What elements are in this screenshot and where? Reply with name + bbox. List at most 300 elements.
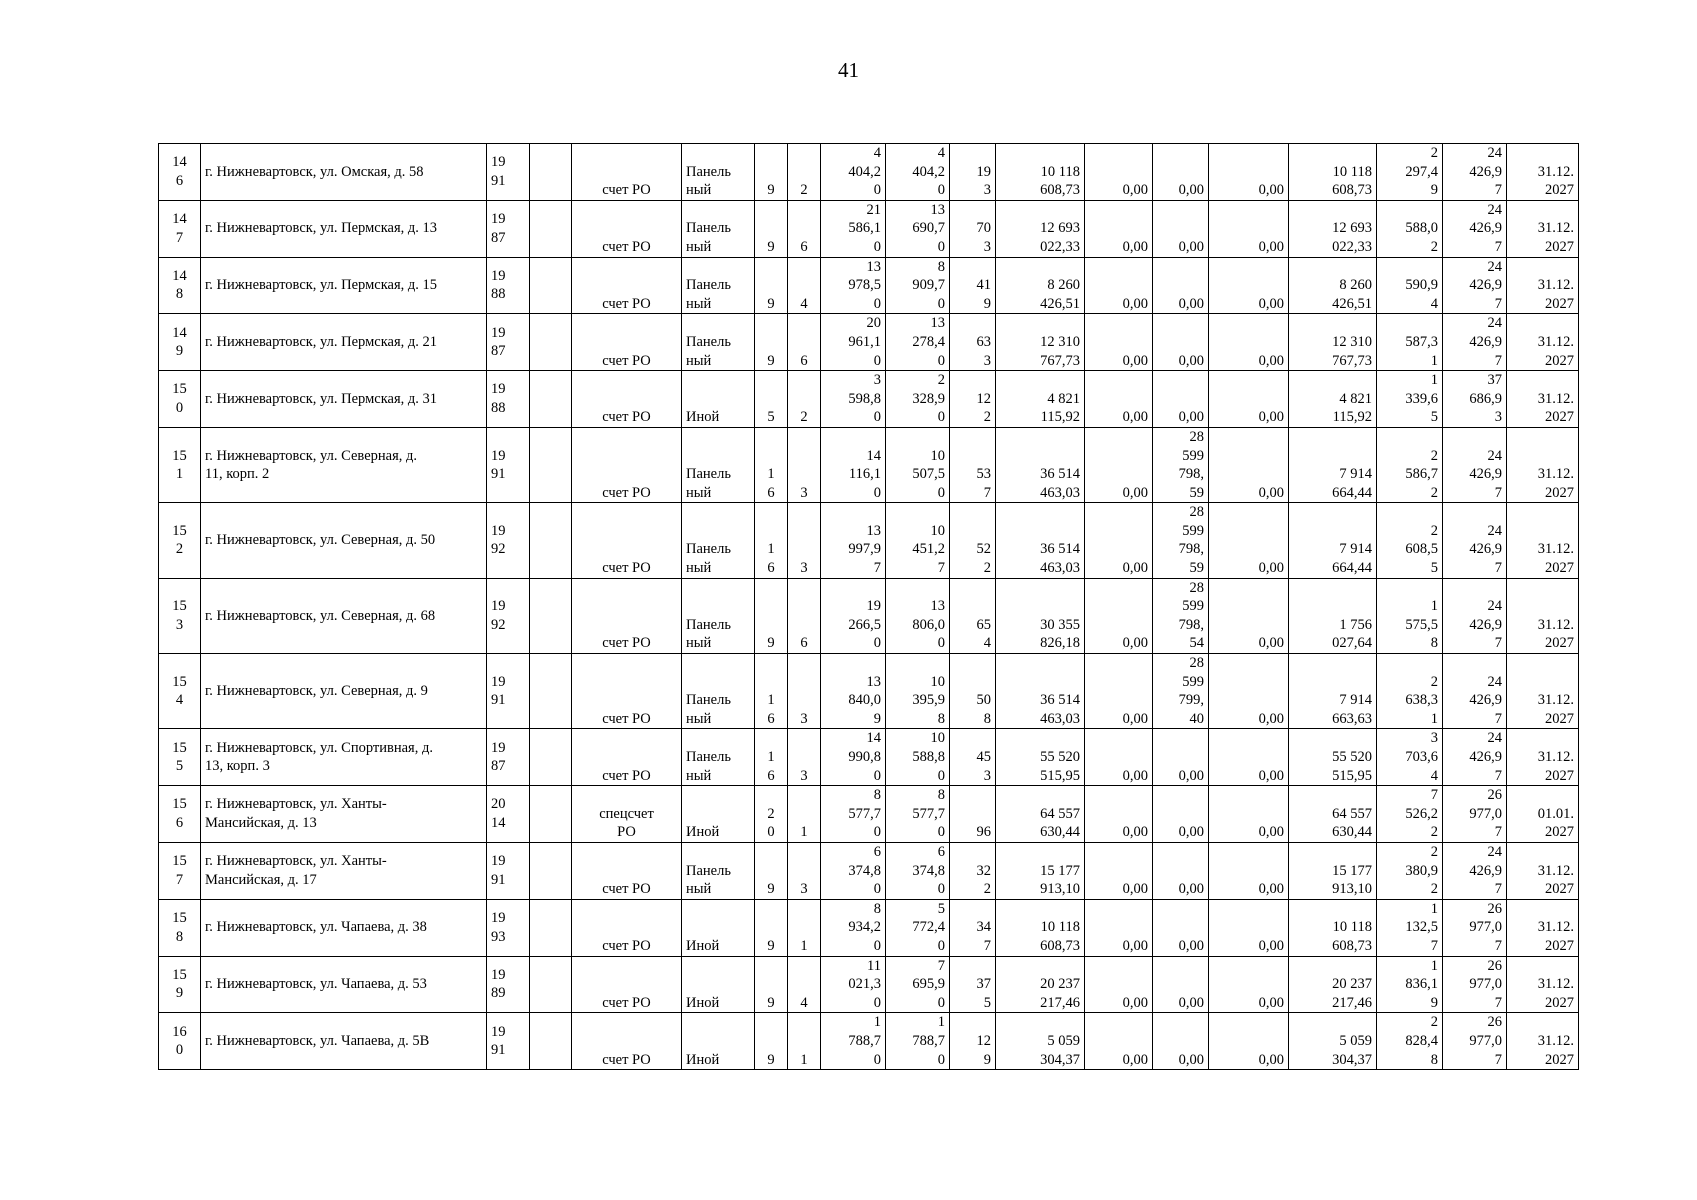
cell-year-built: 19 87 <box>487 729 530 786</box>
cell-max-unit-cost: 26 977,0 7 <box>1443 1013 1507 1070</box>
cell-cost-col-13: 0,00 <box>1085 578 1153 653</box>
cell-max-unit-cost: 24 426,9 7 <box>1443 200 1507 257</box>
cell-cost-col-15: 0,00 <box>1209 257 1289 314</box>
cell-max-unit-cost: 26 977,0 7 <box>1443 899 1507 956</box>
cell-row-number: 14 7 <box>159 200 201 257</box>
cell-residential-area: 6 374,8 0 <box>886 842 950 899</box>
cell-planned-completion-date: 31.12. 2027 <box>1507 503 1579 578</box>
cell-wall-material: Панель ный <box>682 503 755 578</box>
cell-cost-col-14: 28 599 798, 59 <box>1153 503 1209 578</box>
cell-total-cost: 20 237 217,46 <box>996 956 1085 1013</box>
table-row <box>159 729 1579 786</box>
cell-planned-completion-date: 31.12. 2027 <box>1507 842 1579 899</box>
cell-entrances: 4 <box>788 956 821 1013</box>
cell-address: г. Нижневартовск, ул. Северная, д. 9 <box>201 654 487 729</box>
cell-fund-account-type: счет РО <box>572 371 682 428</box>
cell-address: г. Нижневартовск, ул. Пермская, д. 21 <box>201 314 487 371</box>
cell-residential-area: 5 772,4 0 <box>886 899 950 956</box>
cell-total-cost: 55 520 515,95 <box>996 729 1085 786</box>
cell-wall-material: Панель ный <box>682 654 755 729</box>
cell-cost-col-15: 0,00 <box>1209 786 1289 843</box>
cell-residents: 41 9 <box>950 257 996 314</box>
cell-max-unit-cost: 24 426,9 7 <box>1443 503 1507 578</box>
cell-cost-col-16: 7 914 664,44 <box>1289 427 1377 502</box>
cell-fund-account-type: счет РО <box>572 257 682 314</box>
cell-max-unit-cost: 24 426,9 7 <box>1443 654 1507 729</box>
cell-floors: 9 <box>755 257 788 314</box>
cell-max-unit-cost: 26 977,0 7 <box>1443 956 1507 1013</box>
cell-max-unit-cost: 26 977,0 7 <box>1443 786 1507 843</box>
cell-empty-col <box>530 503 572 578</box>
cell-row-number: 15 3 <box>159 578 201 653</box>
cell-total-area: 21 586,1 0 <box>821 200 886 257</box>
cell-fund-account-type: счет РО <box>572 956 682 1013</box>
cell-year-built: 19 87 <box>487 314 530 371</box>
cell-row-number: 15 7 <box>159 842 201 899</box>
cell-entrances: 6 <box>788 200 821 257</box>
cell-cost-col-14: 0,00 <box>1153 1013 1209 1070</box>
cell-fund-account-type: счет РО <box>572 144 682 201</box>
cell-floors: 2 0 <box>755 786 788 843</box>
cell-cost-col-16: 5 059 304,37 <box>1289 1013 1377 1070</box>
cell-entrances: 3 <box>788 842 821 899</box>
cell-planned-completion-date: 31.12. 2027 <box>1507 899 1579 956</box>
cell-empty-col <box>530 257 572 314</box>
cell-cost-col-13: 0,00 <box>1085 200 1153 257</box>
cell-residents: 12 9 <box>950 1013 996 1070</box>
cell-residential-area: 1 788,7 0 <box>886 1013 950 1070</box>
cell-address: г. Нижневартовск, ул. Ханты- Мансийская, д. 17 <box>201 842 487 899</box>
cell-fund-account-type: счет РО <box>572 842 682 899</box>
cell-cost-col-14: 0,00 <box>1153 786 1209 843</box>
cell-wall-material: Иной <box>682 786 755 843</box>
cell-planned-completion-date: 31.12. 2027 <box>1507 654 1579 729</box>
cell-cost-col-16: 7 914 664,44 <box>1289 503 1377 578</box>
cell-cost-col-15: 0,00 <box>1209 578 1289 653</box>
cell-unit-cost: 2 828,4 8 <box>1377 1013 1443 1070</box>
cell-cost-col-16: 10 118 608,73 <box>1289 144 1377 201</box>
cell-max-unit-cost: 24 426,9 7 <box>1443 144 1507 201</box>
cell-cost-col-13: 0,00 <box>1085 1013 1153 1070</box>
cell-unit-cost: 590,9 4 <box>1377 257 1443 314</box>
cell-row-number: 15 8 <box>159 899 201 956</box>
table-row <box>159 786 1579 843</box>
cell-empty-col <box>530 427 572 502</box>
cell-residents: 12 2 <box>950 371 996 428</box>
cell-max-unit-cost: 24 426,9 7 <box>1443 842 1507 899</box>
cell-year-built: 19 91 <box>487 842 530 899</box>
cell-cost-col-16: 10 118 608,73 <box>1289 899 1377 956</box>
cell-cost-col-13: 0,00 <box>1085 427 1153 502</box>
cell-address: г. Нижневартовск, ул. Пермская, д. 13 <box>201 200 487 257</box>
cell-cost-col-16: 12 310 767,73 <box>1289 314 1377 371</box>
cell-cost-col-16: 7 914 663,63 <box>1289 654 1377 729</box>
cell-total-area: 19 266,5 0 <box>821 578 886 653</box>
cell-residents: 32 2 <box>950 842 996 899</box>
cell-total-cost: 12 693 022,33 <box>996 200 1085 257</box>
cell-row-number: 14 9 <box>159 314 201 371</box>
cell-total-area: 3 598,8 0 <box>821 371 886 428</box>
cell-planned-completion-date: 31.12. 2027 <box>1507 578 1579 653</box>
cell-unit-cost: 2 380,9 2 <box>1377 842 1443 899</box>
cell-residents: 63 3 <box>950 314 996 371</box>
cell-year-built: 19 91 <box>487 1013 530 1070</box>
cell-cost-col-16: 1 756 027,64 <box>1289 578 1377 653</box>
cell-planned-completion-date: 31.12. 2027 <box>1507 427 1579 502</box>
cell-row-number: 16 0 <box>159 1013 201 1070</box>
cell-residential-area: 13 806,0 0 <box>886 578 950 653</box>
cell-row-number: 15 1 <box>159 427 201 502</box>
cell-floors: 9 <box>755 1013 788 1070</box>
cell-cost-col-14: 0,00 <box>1153 371 1209 428</box>
cell-total-area: 4 404,2 0 <box>821 144 886 201</box>
cell-cost-col-15: 0,00 <box>1209 144 1289 201</box>
cell-residents: 34 7 <box>950 899 996 956</box>
cell-residential-area: 8 909,7 0 <box>886 257 950 314</box>
cell-wall-material: Иной <box>682 1013 755 1070</box>
cell-cost-col-15: 0,00 <box>1209 200 1289 257</box>
cell-total-cost: 10 118 608,73 <box>996 899 1085 956</box>
cell-planned-completion-date: 31.12. 2027 <box>1507 1013 1579 1070</box>
table-row <box>159 842 1579 899</box>
cell-fund-account-type: счет РО <box>572 1013 682 1070</box>
cell-address: г. Нижневартовск, ул. Чапаева, д. 38 <box>201 899 487 956</box>
cell-wall-material: Иной <box>682 371 755 428</box>
cell-year-built: 19 89 <box>487 956 530 1013</box>
cell-max-unit-cost: 24 426,9 7 <box>1443 257 1507 314</box>
cell-year-built: 19 88 <box>487 257 530 314</box>
cell-cost-col-13: 0,00 <box>1085 503 1153 578</box>
table-row <box>159 956 1579 1013</box>
cell-empty-col <box>530 578 572 653</box>
cell-fund-account-type: счет РО <box>572 654 682 729</box>
cell-total-area: 13 997,9 7 <box>821 503 886 578</box>
cell-unit-cost: 587,3 1 <box>1377 314 1443 371</box>
cell-total-area: 20 961,1 0 <box>821 314 886 371</box>
cell-total-area: 1 788,7 0 <box>821 1013 886 1070</box>
cell-fund-account-type: счет РО <box>572 503 682 578</box>
cell-max-unit-cost: 24 426,9 7 <box>1443 578 1507 653</box>
cell-address: г. Нижневартовск, ул. Ханты- Мансийская, д. 13 <box>201 786 487 843</box>
cell-address: г. Нижневартовск, ул. Спортивная, д. 13, корп. 3 <box>201 729 487 786</box>
cell-cost-col-16: 15 177 913,10 <box>1289 842 1377 899</box>
cell-year-built: 19 91 <box>487 654 530 729</box>
cell-cost-col-16: 64 557 630,44 <box>1289 786 1377 843</box>
cell-residents: 19 3 <box>950 144 996 201</box>
page-number: 41 <box>838 58 859 82</box>
cell-max-unit-cost: 24 426,9 7 <box>1443 427 1507 502</box>
cell-address: г. Нижневартовск, ул. Северная, д. 11, корп. 2 <box>201 427 487 502</box>
cell-total-area: 6 374,8 0 <box>821 842 886 899</box>
cell-empty-col <box>530 786 572 843</box>
cell-residents: 45 3 <box>950 729 996 786</box>
cell-total-area: 14 990,8 0 <box>821 729 886 786</box>
cell-total-cost: 36 514 463,03 <box>996 654 1085 729</box>
cell-cost-col-15: 0,00 <box>1209 654 1289 729</box>
cell-floors: 9 <box>755 899 788 956</box>
cell-entrances: 3 <box>788 654 821 729</box>
cell-cost-col-14: 0,00 <box>1153 314 1209 371</box>
cell-unit-cost: 7 526,2 2 <box>1377 786 1443 843</box>
cell-cost-col-16: 4 821 115,92 <box>1289 371 1377 428</box>
table-row <box>159 503 1579 578</box>
cell-floors: 9 <box>755 314 788 371</box>
cell-unit-cost: 1 132,5 7 <box>1377 899 1443 956</box>
cell-fund-account-type: счет РО <box>572 729 682 786</box>
table-row <box>159 314 1579 371</box>
cell-residential-area: 13 278,4 0 <box>886 314 950 371</box>
cell-year-built: 19 92 <box>487 578 530 653</box>
table-row <box>159 371 1579 428</box>
cell-cost-col-13: 0,00 <box>1085 371 1153 428</box>
cell-address: г. Нижневартовск, ул. Чапаева, д. 53 <box>201 956 487 1013</box>
cell-empty-col <box>530 956 572 1013</box>
cell-unit-cost: 1 575,5 8 <box>1377 578 1443 653</box>
cell-planned-completion-date: 31.12. 2027 <box>1507 956 1579 1013</box>
cell-cost-col-14: 28 599 798, 54 <box>1153 578 1209 653</box>
cell-residential-area: 13 690,7 0 <box>886 200 950 257</box>
cell-residents: 70 3 <box>950 200 996 257</box>
cell-total-cost: 5 059 304,37 <box>996 1013 1085 1070</box>
cell-cost-col-14: 28 599 799, 40 <box>1153 654 1209 729</box>
cell-planned-completion-date: 31.12. 2027 <box>1507 257 1579 314</box>
cell-year-built: 19 87 <box>487 200 530 257</box>
cell-cost-col-14: 0,00 <box>1153 899 1209 956</box>
cell-cost-col-16: 55 520 515,95 <box>1289 729 1377 786</box>
cell-floors: 1 6 <box>755 654 788 729</box>
cell-address: г. Нижневартовск, ул. Северная, д. 50 <box>201 503 487 578</box>
cell-fund-account-type: счет РО <box>572 899 682 956</box>
cell-cost-col-15: 0,00 <box>1209 956 1289 1013</box>
cell-cost-col-14: 0,00 <box>1153 956 1209 1013</box>
cell-empty-col <box>530 899 572 956</box>
cell-floors: 9 <box>755 842 788 899</box>
cell-unit-cost: 2 297,4 9 <box>1377 144 1443 201</box>
cell-wall-material: Панель ный <box>682 578 755 653</box>
table-row <box>159 200 1579 257</box>
cell-total-area: 13 978,5 0 <box>821 257 886 314</box>
cell-wall-material: Панель ный <box>682 257 755 314</box>
cell-residential-area: 2 328,9 0 <box>886 371 950 428</box>
cell-cost-col-14: 28 599 798, 59 <box>1153 427 1209 502</box>
cell-floors: 9 <box>755 578 788 653</box>
cell-entrances: 4 <box>788 257 821 314</box>
cell-total-area: 13 840,0 9 <box>821 654 886 729</box>
cell-cost-col-15: 0,00 <box>1209 899 1289 956</box>
cell-residential-area: 10 395,9 8 <box>886 654 950 729</box>
cell-fund-account-type: счет РО <box>572 200 682 257</box>
cell-empty-col <box>530 842 572 899</box>
cell-address: г. Нижневартовск, ул. Чапаева, д. 5В <box>201 1013 487 1070</box>
cell-total-area: 8 934,2 0 <box>821 899 886 956</box>
cell-total-cost: 64 557 630,44 <box>996 786 1085 843</box>
cell-total-cost: 8 260 426,51 <box>996 257 1085 314</box>
cell-entrances: 6 <box>788 314 821 371</box>
cell-row-number: 15 0 <box>159 371 201 428</box>
cell-cost-col-16: 12 693 022,33 <box>1289 200 1377 257</box>
cell-planned-completion-date: 31.12. 2027 <box>1507 144 1579 201</box>
cell-address: г. Нижневартовск, ул. Омская, д. 58 <box>201 144 487 201</box>
cell-residents: 52 2 <box>950 503 996 578</box>
cell-total-cost: 30 355 826,18 <box>996 578 1085 653</box>
cell-fund-account-type: спецсчет РО <box>572 786 682 843</box>
cell-total-cost: 15 177 913,10 <box>996 842 1085 899</box>
cell-entrances: 3 <box>788 503 821 578</box>
cell-cost-col-13: 0,00 <box>1085 899 1153 956</box>
cell-entrances: 2 <box>788 371 821 428</box>
table-row <box>159 578 1579 653</box>
cell-total-area: 11 021,3 0 <box>821 956 886 1013</box>
cell-unit-cost: 588,0 2 <box>1377 200 1443 257</box>
cell-empty-col <box>530 314 572 371</box>
table-row <box>159 654 1579 729</box>
table-row <box>159 899 1579 956</box>
cell-row-number: 14 8 <box>159 257 201 314</box>
cell-floors: 9 <box>755 956 788 1013</box>
cell-address: г. Нижневартовск, ул. Пермская, д. 15 <box>201 257 487 314</box>
cell-entrances: 1 <box>788 786 821 843</box>
cell-total-cost: 4 821 115,92 <box>996 371 1085 428</box>
cell-year-built: 20 14 <box>487 786 530 843</box>
cell-empty-col <box>530 144 572 201</box>
cell-cost-col-13: 0,00 <box>1085 314 1153 371</box>
cell-cost-col-13: 0,00 <box>1085 654 1153 729</box>
cell-total-cost: 36 514 463,03 <box>996 503 1085 578</box>
cell-entrances: 3 <box>788 729 821 786</box>
cell-empty-col <box>530 1013 572 1070</box>
cell-row-number: 14 6 <box>159 144 201 201</box>
cell-empty-col <box>530 729 572 786</box>
cell-cost-col-14: 0,00 <box>1153 144 1209 201</box>
cell-entrances: 2 <box>788 144 821 201</box>
cell-row-number: 15 9 <box>159 956 201 1013</box>
cell-wall-material: Панель ный <box>682 729 755 786</box>
cell-unit-cost: 1 836,1 9 <box>1377 956 1443 1013</box>
cell-cost-col-13: 0,00 <box>1085 257 1153 314</box>
cell-cost-col-14: 0,00 <box>1153 257 1209 314</box>
cell-floors: 9 <box>755 200 788 257</box>
cell-entrances: 1 <box>788 899 821 956</box>
cell-year-built: 19 92 <box>487 503 530 578</box>
cell-planned-completion-date: 31.12. 2027 <box>1507 314 1579 371</box>
cell-cost-col-14: 0,00 <box>1153 842 1209 899</box>
cell-empty-col <box>530 371 572 428</box>
cell-unit-cost: 1 339,6 5 <box>1377 371 1443 428</box>
cell-row-number: 15 4 <box>159 654 201 729</box>
cell-row-number: 15 2 <box>159 503 201 578</box>
cell-wall-material: Иной <box>682 899 755 956</box>
cell-residential-area: 4 404,2 0 <box>886 144 950 201</box>
cell-planned-completion-date: 31.12. 2027 <box>1507 200 1579 257</box>
cell-cost-col-13: 0,00 <box>1085 729 1153 786</box>
cell-entrances: 3 <box>788 427 821 502</box>
cell-fund-account-type: счет РО <box>572 427 682 502</box>
cell-empty-col <box>530 654 572 729</box>
cell-total-cost: 36 514 463,03 <box>996 427 1085 502</box>
registry-body <box>159 144 1579 1070</box>
cell-unit-cost: 3 703,6 4 <box>1377 729 1443 786</box>
cell-cost-col-13: 0,00 <box>1085 842 1153 899</box>
cell-residents: 53 7 <box>950 427 996 502</box>
cell-cost-col-15: 0,00 <box>1209 314 1289 371</box>
cell-cost-col-13: 0,00 <box>1085 956 1153 1013</box>
cell-year-built: 19 91 <box>487 427 530 502</box>
cell-entrances: 6 <box>788 578 821 653</box>
cell-cost-col-14: 0,00 <box>1153 729 1209 786</box>
cell-unit-cost: 2 608,5 5 <box>1377 503 1443 578</box>
cell-max-unit-cost: 37 686,9 3 <box>1443 371 1507 428</box>
cell-cost-col-15: 0,00 <box>1209 503 1289 578</box>
cell-residential-area: 10 507,5 0 <box>886 427 950 502</box>
cell-total-cost: 12 310 767,73 <box>996 314 1085 371</box>
cell-planned-completion-date: 31.12. 2027 <box>1507 371 1579 428</box>
cell-entrances: 1 <box>788 1013 821 1070</box>
cell-residential-area: 7 695,9 0 <box>886 956 950 1013</box>
cell-planned-completion-date: 01.01. 2027 <box>1507 786 1579 843</box>
cell-wall-material: Иной <box>682 956 755 1013</box>
cell-year-built: 19 93 <box>487 899 530 956</box>
table-row <box>159 1013 1579 1070</box>
cell-address: г. Нижневартовск, ул. Пермская, д. 31 <box>201 371 487 428</box>
cell-max-unit-cost: 24 426,9 7 <box>1443 729 1507 786</box>
cell-wall-material: Панель ный <box>682 314 755 371</box>
cell-unit-cost: 2 638,3 1 <box>1377 654 1443 729</box>
cell-residents: 65 4 <box>950 578 996 653</box>
cell-floors: 5 <box>755 371 788 428</box>
cell-floors: 9 <box>755 144 788 201</box>
cell-residential-area: 10 588,8 0 <box>886 729 950 786</box>
cell-floors: 1 6 <box>755 729 788 786</box>
cell-floors: 1 6 <box>755 503 788 578</box>
cell-residential-area: 8 577,7 0 <box>886 786 950 843</box>
cell-cost-col-15: 0,00 <box>1209 427 1289 502</box>
cell-residential-area: 10 451,2 7 <box>886 503 950 578</box>
cell-wall-material: Панель ный <box>682 427 755 502</box>
cell-cost-col-16: 8 260 426,51 <box>1289 257 1377 314</box>
cell-total-cost: 10 118 608,73 <box>996 144 1085 201</box>
cell-cost-col-15: 0,00 <box>1209 729 1289 786</box>
cell-fund-account-type: счет РО <box>572 578 682 653</box>
cell-max-unit-cost: 24 426,9 7 <box>1443 314 1507 371</box>
cell-floors: 1 6 <box>755 427 788 502</box>
cell-cost-col-13: 0,00 <box>1085 786 1153 843</box>
cell-total-area: 8 577,7 0 <box>821 786 886 843</box>
cell-row-number: 15 5 <box>159 729 201 786</box>
cell-year-built: 19 88 <box>487 371 530 428</box>
table-row <box>159 257 1579 314</box>
table-row <box>159 427 1579 502</box>
cell-residents: 96 <box>950 786 996 843</box>
cell-wall-material: Панель ный <box>682 842 755 899</box>
cell-cost-col-13: 0,00 <box>1085 144 1153 201</box>
cell-cost-col-15: 0,00 <box>1209 1013 1289 1070</box>
cell-empty-col <box>530 200 572 257</box>
cell-fund-account-type: счет РО <box>572 314 682 371</box>
cell-planned-completion-date: 31.12. 2027 <box>1507 729 1579 786</box>
housing-registry-table <box>158 143 1579 1070</box>
cell-cost-col-15: 0,00 <box>1209 842 1289 899</box>
cell-cost-col-15: 0,00 <box>1209 371 1289 428</box>
table-row <box>159 144 1579 201</box>
cell-row-number: 15 6 <box>159 786 201 843</box>
cell-unit-cost: 2 586,7 2 <box>1377 427 1443 502</box>
cell-wall-material: Панель ный <box>682 200 755 257</box>
cell-year-built: 19 91 <box>487 144 530 201</box>
cell-cost-col-14: 0,00 <box>1153 200 1209 257</box>
cell-residents: 50 8 <box>950 654 996 729</box>
cell-cost-col-16: 20 237 217,46 <box>1289 956 1377 1013</box>
cell-wall-material: Панель ный <box>682 144 755 201</box>
